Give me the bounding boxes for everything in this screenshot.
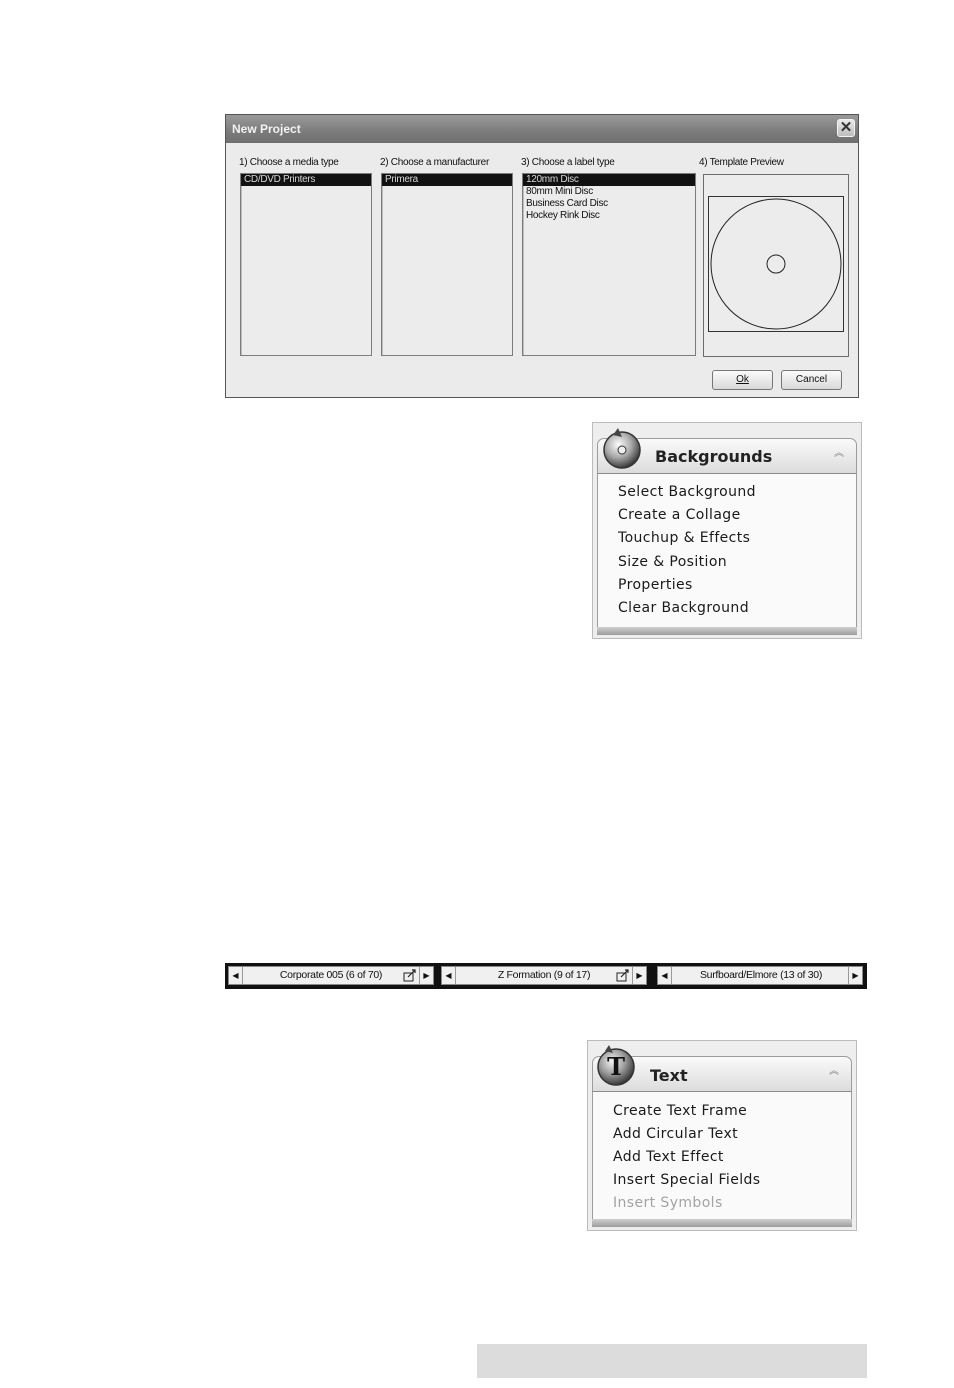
prev-arrow-icon[interactable]: ◀ (229, 967, 243, 984)
list-item[interactable]: Primera (382, 174, 512, 186)
media-type-label: 1) Choose a media type (239, 157, 339, 168)
menu-item-insert-symbols: Insert Symbols (613, 1195, 723, 1211)
edit-icon[interactable] (616, 969, 630, 982)
list-item[interactable]: 120mm Disc (523, 174, 695, 186)
text-panel-body (592, 1092, 852, 1220)
text-t-icon (595, 1045, 637, 1087)
template-preview-label: 4) Template Preview (699, 157, 784, 168)
design-navigator-bar (225, 963, 867, 989)
menu-item-size-position[interactable]: Size & Position (618, 554, 728, 570)
collapse-icon[interactable]: ︽ (834, 448, 844, 459)
menu-item-add-circular-text[interactable]: Add Circular Text (613, 1126, 739, 1142)
new-project-dialog (225, 114, 859, 398)
collapse-icon[interactable]: ︽ (829, 1066, 839, 1077)
label-type-list[interactable] (522, 173, 696, 356)
template-preview-canvas (708, 196, 844, 332)
logo-letter: T (607, 1052, 625, 1081)
navigator-segment-color-schemes (657, 966, 863, 985)
template-preview (703, 174, 849, 357)
menu-item-select-background[interactable]: Select Background (618, 484, 756, 500)
prev-arrow-icon[interactable]: ◀ (442, 967, 456, 984)
cancel-button[interactable] (781, 370, 842, 390)
menu-item-create-text-frame[interactable]: Create Text Frame (613, 1103, 748, 1119)
manufacturer-label: 2) Choose a manufacturer (380, 157, 489, 168)
ok-button[interactable] (712, 370, 773, 390)
panel-title: Text (650, 1066, 688, 1085)
label-type-label: 3) Choose a label type (521, 157, 615, 168)
navigator-segment-layouts (441, 966, 647, 985)
navigator-segment-backgrounds (228, 966, 434, 985)
navigator-label: Z Formation (9 of 17) (497, 969, 591, 981)
navigator-label: Surfboard/Elmore (13 of 30) (699, 969, 823, 981)
menu-item-add-text-effect[interactable]: Add Text Effect (613, 1149, 724, 1165)
panel-footer (597, 627, 857, 635)
navigator-label: Corporate 005 (6 of 70) (279, 969, 383, 981)
list-item[interactable]: Business Card Disc (526, 198, 608, 209)
panel-title: Backgrounds (655, 447, 773, 466)
panel-footer (592, 1219, 852, 1227)
list-item[interactable]: CD/DVD Printers (241, 174, 371, 186)
list-item[interactable]: Hockey Rink Disc (526, 210, 600, 221)
backgrounds-panel (592, 422, 862, 639)
menu-item-create-collage[interactable]: Create a Collage (618, 507, 741, 523)
manufacturer-list[interactable] (381, 173, 513, 356)
menu-item-touchup-effects[interactable]: Touchup & Effects (618, 530, 751, 546)
cancel-button-label: Cancel (795, 374, 828, 385)
prev-arrow-icon[interactable]: ◀ (658, 967, 672, 984)
menu-item-insert-special-fields[interactable]: Insert Special Fields (613, 1172, 761, 1188)
cd-disc-icon (601, 427, 643, 469)
next-arrow-icon[interactable]: ▶ (419, 967, 433, 984)
list-item[interactable]: 80mm Mini Disc (526, 186, 593, 197)
dialog-title: New Project (232, 122, 301, 136)
disc-preview-icon (709, 197, 843, 331)
page-footer-band (477, 1344, 867, 1378)
backgrounds-panel-body (597, 474, 857, 628)
text-panel (587, 1040, 857, 1231)
menu-item-clear-background[interactable]: Clear Background (618, 600, 749, 616)
ok-button-label: Ok (736, 374, 749, 385)
dialog-title-bar (226, 115, 858, 143)
menu-item-properties[interactable]: Properties (618, 577, 693, 593)
next-arrow-icon[interactable]: ▶ (632, 967, 646, 984)
media-type-list[interactable] (240, 173, 372, 356)
next-arrow-icon[interactable]: ▶ (848, 967, 862, 984)
close-icon[interactable]: ✕ (837, 119, 855, 137)
edit-icon[interactable] (403, 969, 417, 982)
